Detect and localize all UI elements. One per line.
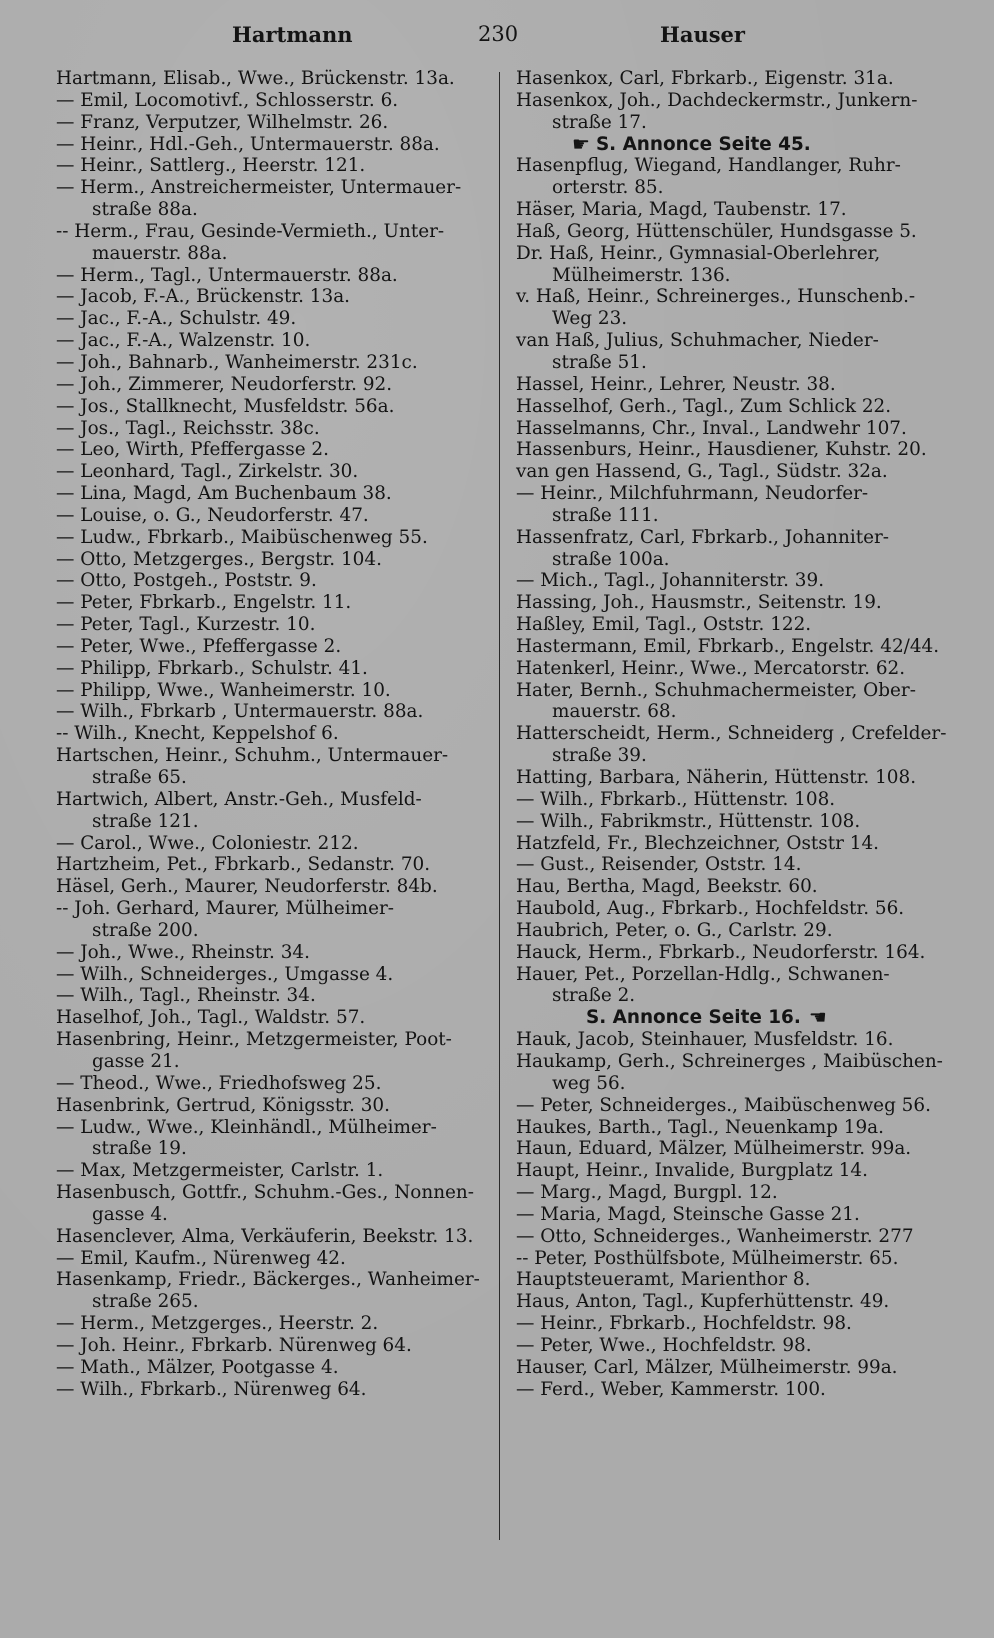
entry-line: Hassel, Heinr., Lehrer, Neustr. 38. (516, 373, 836, 395)
entry-line: — Wilh., Fbrkarb , Untermauerstr. 88a. (56, 701, 424, 723)
entry-line: Haß, Georg, Hüttenschüler, Hundsgasse 5. (516, 220, 917, 242)
directory-entry (56, 1029, 484, 1073)
directory-entry (516, 1226, 948, 1248)
entry-line: van Haß, Julius, Schuhmacher, Nieder- (516, 330, 879, 352)
entry-line: Hasenbusch, Gottfr., Schuhm.-Ges., Nonnen- (56, 1182, 474, 1204)
entry-line: — Carol., Wwe., Coloniestr. 212. (56, 832, 359, 854)
entry-line: Hater, Bernh., Schuhmachermeister, Ober- (516, 679, 916, 701)
directory-entry (56, 592, 484, 614)
directory-entry (56, 134, 484, 156)
entry-line: — Wilh., Tagl., Rheinstr. 34. (56, 985, 316, 1007)
entry-continuation-line: straße 17. (552, 111, 647, 133)
right-column-block-a (516, 68, 948, 134)
entry-line: — Franz, Verputzer, Wilhelmstr. 26. (56, 111, 389, 133)
directory-entry (56, 308, 484, 330)
entry-continuation-line: straße 200. (92, 919, 199, 941)
directory-entry (516, 636, 948, 658)
directory-entry (516, 942, 948, 964)
entry-continuation-line: orterstr. 85. (552, 177, 664, 199)
directory-entry (516, 418, 948, 440)
entry-line: Hatenkerl, Heinr., Wwe., Mercatorstr. 62. (516, 657, 906, 679)
entry-line: — Gust., Reisender, Oststr. 14. (516, 854, 802, 876)
directory-entry (516, 570, 948, 592)
entry-continuation-line: straße 88a. (92, 199, 198, 221)
entry-line: Hasenkox, Joh., Dachdeckermstr., Junkern- (516, 89, 918, 111)
entry-continuation-line: straße 65. (92, 767, 187, 788)
directory-entry (516, 1160, 948, 1182)
entry-line: Haubrich, Peter, o. G., Carlstr. 29. (516, 919, 833, 941)
entry-line: — Joh., Bahnarb., Wanheimerstr. 231c. (56, 351, 418, 373)
entry-line: Hartwich, Albert, Anstr.-Geh., Musfeld- (56, 788, 422, 810)
directory-entry (516, 592, 948, 614)
directory-entry (56, 1269, 484, 1313)
directory-entry (56, 439, 484, 461)
directory-entry (516, 1269, 948, 1291)
directory-entry (56, 898, 484, 942)
directory-entry (56, 68, 484, 90)
directory-entry (56, 636, 484, 658)
entry-line: — Jos., Stallknecht, Musfeldstr. 56a. (56, 395, 395, 417)
entry-line: — Maria, Magd, Steinsche Gasse 21. (516, 1203, 860, 1225)
entry-continuation-line: straße 100a. (552, 548, 670, 570)
directory-entry (56, 1335, 484, 1357)
entry-line: — Heinr., Hdl.-Geh., Untermauerstr. 88a. (56, 133, 440, 155)
entry-line: Hauptsteueramt, Marienthor 8. (516, 1269, 811, 1291)
directory-entry (56, 527, 484, 549)
directory-entry (56, 854, 484, 876)
entry-line: — Wilh., Fabrikmstr., Hüttenstr. 108. (516, 810, 861, 832)
directory-entry (516, 1204, 948, 1226)
entry-line: Hastermann, Emil, Fbrkarb., Engelstr. 42/44. (516, 635, 940, 657)
entry-line: Hatzfeld, Fr., Blechzeichner, Oststr 14. (516, 832, 880, 854)
entry-line: Hartmann, Elisab., Wwe., Brückenstr. 13a. (56, 68, 455, 89)
directory-entry (516, 68, 948, 90)
entry-line: Häsel, Gerh., Maurer, Neudorferstr. 84b. (56, 876, 438, 898)
entry-continuation-line: straße 265. (92, 1291, 199, 1313)
entry-continuation-line: Mülheimerstr. 136. (552, 264, 731, 286)
entry-line: — Joh., Wwe., Rheinstr. 34. (56, 941, 310, 963)
directory-entry (516, 90, 948, 134)
directory-entry (56, 1248, 484, 1270)
entry-line: Hauk, Jacob, Steinhauer, Musfeldstr. 16. (516, 1029, 894, 1051)
entry-line: Hatterscheidt, Herm., Schneiderg , Crefelder- (516, 723, 947, 745)
directory-entry (516, 243, 948, 287)
entry-line: — Peter, Wwe., Pfeffergasse 2. (56, 635, 342, 657)
entry-line: Haßley, Emil, Tagl., Oststr. 122. (516, 614, 812, 636)
entry-continuation-line: straße 19. (92, 1138, 187, 1160)
directory-entry (56, 1357, 484, 1379)
directory-entry (56, 330, 484, 352)
directory-entry (56, 964, 484, 986)
directory-entry (56, 374, 484, 396)
directory-entry (56, 352, 484, 374)
directory-entry (56, 396, 484, 418)
directory-entry (516, 155, 948, 199)
entry-line: — Ludw., Wwe., Kleinhändl., Mülheimer- (56, 1116, 437, 1138)
entry-line: Haubold, Aug., Fbrkarb., Hochfeldstr. 56. (516, 898, 905, 920)
entry-line: — Jac., F.-A., Schulstr. 49. (56, 308, 297, 330)
entry-line: Haukes, Barth., Tagl., Neuenkamp 19a. (516, 1116, 884, 1138)
directory-entry (56, 1379, 484, 1401)
entry-line: Hasenkox, Carl, Fbrkarb., Eigenstr. 31a. (516, 68, 894, 89)
directory-entry (516, 439, 948, 461)
directory-entry (516, 614, 948, 636)
entry-line: Hasenbrink, Gertrud, Königsstr. 30. (56, 1094, 390, 1116)
directory-entry (516, 1029, 948, 1051)
left-column (56, 68, 484, 1400)
directory-entry (516, 811, 948, 833)
entry-line: — Heinr., Sattlerg., Heerstr. 121. (56, 155, 366, 177)
entry-line: — Mich., Tagl., Johanniterstr. 39. (516, 570, 825, 592)
directory-entry (56, 221, 484, 265)
entry-line: — Heinr., Milchfuhrmann, Neudorfer- (516, 483, 869, 505)
directory-entry (516, 330, 948, 374)
entry-continuation-line: mauerstr. 68. (552, 701, 677, 723)
directory-entry (56, 680, 484, 702)
directory-entry (56, 461, 484, 483)
entry-line: Dr. Haß, Heinr., Gymnasial-Oberlehrer, (516, 242, 881, 264)
directory-entry (56, 789, 484, 833)
entry-continuation-line: Weg 23. (552, 308, 628, 330)
entry-line: Hasselhof, Gerh., Tagl., Zum Schlick 22. (516, 395, 892, 417)
entry-continuation-line: straße 51. (552, 351, 647, 373)
directory-entry (516, 221, 948, 243)
directory-entry (516, 286, 948, 330)
directory-entry (516, 483, 948, 527)
entry-line: — Heinr., Fbrkarb., Hochfeldstr. 98. (516, 1313, 852, 1335)
entry-continuation-line: straße 2. (552, 985, 636, 1007)
directory-entry (516, 1117, 948, 1139)
directory-entry (516, 1357, 948, 1379)
entry-line: — Lina, Magd, Am Buchenbaum 38. (56, 483, 392, 505)
entry-line: Hau, Bertha, Magd, Beekstr. 60. (516, 876, 818, 898)
entry-line: — Philipp, Wwe., Wanheimerstr. 10. (56, 679, 391, 701)
directory-entry (56, 155, 484, 177)
directory-entry (56, 985, 484, 1007)
directory-entry (56, 1117, 484, 1161)
directory-entry (56, 614, 484, 636)
directory-entry (56, 286, 484, 308)
entry-line: Hassenfratz, Carl, Fbrkarb., Johanniter- (516, 526, 889, 548)
directory-entry (516, 964, 948, 1008)
annonce-text: S. Annonce Seite 16. (586, 1007, 801, 1029)
directory-entry (56, 265, 484, 287)
entry-continuation-line: straße 111. (552, 504, 659, 526)
entry-line: — Peter, Schneiderges., Maibüschenweg 56. (516, 1094, 931, 1116)
annonce-text: S. Annonce Seite 45. (595, 133, 811, 155)
directory-entry (56, 549, 484, 571)
entry-line: -- Joh. Gerhard, Maurer, Mülheimer- (56, 898, 394, 920)
entry-line: Haus, Anton, Tagl., Kupferhüttenstr. 49. (516, 1291, 890, 1313)
entry-line: Hauck, Herm., Fbrkarb., Neudorferstr. 164. (516, 941, 926, 963)
directory-entry (56, 505, 484, 527)
entry-line: — Leo, Wirth, Pfeffergasse 2. (56, 439, 329, 461)
entry-line: -- Herm., Frau, Gesinde-Vermieth., Unter- (56, 220, 445, 242)
entry-line: — Peter, Wwe., Hochfeldstr. 98. (516, 1334, 812, 1356)
entry-line: — Ludw., Fbrkarb., Maibüschenweg 55. (56, 526, 428, 548)
column-divider (499, 72, 500, 1540)
directory-entry (56, 570, 484, 592)
entry-line: — Marg., Magd, Burgpl. 12. (516, 1182, 778, 1204)
directory-entry (56, 1182, 484, 1226)
entry-line: — Otto, Postgeh., Poststr. 9. (56, 570, 317, 592)
right-column-block-c (516, 1029, 948, 1400)
entry-line: Häser, Maria, Magd, Taubenstr. 17. (516, 199, 847, 221)
directory-entry (56, 177, 484, 221)
directory-entry (516, 833, 948, 855)
directory-entry (516, 789, 948, 811)
entry-line: Hasenkamp, Friedr., Bäckerges., Wanheimer- (56, 1269, 480, 1291)
directory-entry (516, 854, 948, 876)
pointing-hand-left-icon: ☚ (808, 1005, 827, 1030)
entry-line: — Peter, Tagl., Kurzestr. 10. (56, 614, 316, 636)
entry-line: — Jacob, F.-A., Brückenstr. 13a. (56, 286, 351, 308)
entry-line: Hasselmanns, Chr., Inval., Landwehr 107. (516, 417, 907, 439)
entry-line: Hassing, Joh., Hausmstr., Seitenstr. 19. (516, 592, 882, 614)
entry-continuation-line: straße 121. (92, 810, 199, 832)
entry-line: Hasenpflug, Wiegand, Handlanger, Ruhr- (516, 155, 901, 177)
directory-entry (56, 745, 484, 789)
entry-line: Hasenclever, Alma, Verkäuferin, Beekstr. 13. (56, 1225, 474, 1247)
entry-line: Haselhof, Joh., Tagl., Waldstr. 57. (56, 1007, 366, 1029)
entry-line: Hassenburs, Heinr., Hausdiener, Kuhstr. 20. (516, 439, 927, 461)
page-number: 230 (478, 22, 519, 46)
entry-line: Hartzheim, Pet., Fbrkarb., Sedanstr. 70. (56, 854, 431, 876)
directory-entry (516, 527, 948, 571)
pointing-hand-right-icon: ☛ (572, 131, 590, 156)
directory-entry (516, 199, 948, 221)
directory-entry (516, 461, 948, 483)
annonce-notice-16 (516, 1007, 948, 1029)
entry-line: Hartschen, Heinr., Schuhm., Untermauer- (56, 745, 449, 767)
entry-line: — Wilh., Fbrkarb., Nürenweg 64. (56, 1378, 367, 1400)
entry-line: — Wilh., Fbrkarb., Hüttenstr. 108. (516, 788, 836, 810)
entry-line: — Herm., Metzgerges., Heerstr. 2. (56, 1313, 379, 1335)
directory-entry (516, 1182, 948, 1204)
directory-entry (56, 1095, 484, 1117)
entry-line: — Wilh., Schneiderges., Umgasse 4. (56, 963, 394, 985)
entry-line: — Max, Metzgermeister, Carlstr. 1. (56, 1160, 384, 1182)
directory-entry (516, 680, 948, 724)
entry-line: Hatting, Barbara, Näherin, Hüttenstr. 108. (516, 767, 917, 788)
directory-entry (516, 1379, 948, 1401)
entry-line: — Joh. Heinr., Fbrkarb. Nürenweg 64. (56, 1334, 412, 1356)
entry-line: van gen Hassend, G., Tagl., Südstr. 32a. (516, 461, 888, 483)
directory-entry (516, 1291, 948, 1313)
directory-entry (516, 1335, 948, 1357)
directory-entry (56, 90, 484, 112)
page-header (0, 18, 994, 58)
directory-entry (56, 112, 484, 134)
entry-line: — Otto, Metzgerges., Bergstr. 104. (56, 548, 382, 570)
annonce-notice-45 (516, 131, 948, 156)
entry-line: — Jac., F.-A., Walzenstr. 10. (56, 330, 311, 352)
entry-continuation-line: straße 39. (552, 745, 647, 767)
directory-entry (56, 942, 484, 964)
entry-line: Haupt, Heinr., Invalide, Burgplatz 14. (516, 1160, 868, 1182)
entry-continuation-line: mauerstr. 88a. (92, 242, 228, 264)
entry-line: — Math., Mälzer, Pootgasse 4. (56, 1356, 339, 1378)
directory-entry (56, 1160, 484, 1182)
directory-entry (56, 701, 484, 723)
entry-line: Haun, Eduard, Mälzer, Mülheimerstr. 99a. (516, 1138, 912, 1160)
entry-continuation-line: weg 56. (552, 1072, 626, 1094)
entry-line: — Louise, o. G., Neudorferstr. 47. (56, 504, 369, 526)
directory-entry (516, 1095, 948, 1117)
directory-entry (516, 723, 948, 767)
header-right-keyword: Hauser (660, 22, 745, 47)
directory-entry (516, 374, 948, 396)
directory-entry (516, 1138, 948, 1160)
entry-line: — Theod., Wwe., Friedhofsweg 25. (56, 1072, 382, 1094)
entry-line: -- Peter, Posthülfsbote, Mülheimerstr. 65. (516, 1247, 899, 1269)
directory-entry (56, 833, 484, 855)
directory-entry (56, 876, 484, 898)
entry-line: — Otto, Schneiderges., Wanheimerstr. 277 (516, 1225, 914, 1247)
right-column (516, 68, 948, 1400)
entry-continuation-line: gasse 21. (92, 1050, 180, 1072)
entry-line: — Peter, Fbrkarb., Engelstr. 11. (56, 592, 352, 614)
directory-entry (516, 1313, 948, 1335)
directory-entry (516, 1051, 948, 1095)
entry-line: Hasenbring, Heinr., Metzgermeister, Poot- (56, 1029, 452, 1051)
directory-entry (56, 418, 484, 440)
directory-entry (516, 920, 948, 942)
directory-entry (516, 658, 948, 680)
entry-line: — Leonhard, Tagl., Zirkelstr. 30. (56, 461, 359, 483)
entry-line: -- Wilh., Knecht, Keppelshof 6. (56, 723, 339, 745)
entry-line: Haukamp, Gerh., Schreinerges , Maibüschen- (516, 1050, 943, 1072)
entry-line: — Jos., Tagl., Reichsstr. 38c. (56, 417, 320, 439)
entry-line: — Philipp, Fbrkarb., Schulstr. 41. (56, 657, 368, 679)
entry-line: Hauer, Pet., Porzellan-Hdlg., Schwanen- (516, 963, 890, 985)
directory-entry (516, 876, 948, 898)
right-column-block-b (516, 155, 948, 1007)
header-left-keyword: Hartmann (232, 22, 353, 47)
directory-entry (56, 1007, 484, 1029)
directory-entry (516, 1248, 948, 1270)
entry-line: v. Haß, Heinr., Schreinerges., Hunschenb.- (516, 286, 916, 308)
entry-line: Hauser, Carl, Mälzer, Mülheimerstr. 99a. (516, 1356, 898, 1378)
entry-line: — Joh., Zimmerer, Neudorferstr. 92. (56, 373, 393, 395)
directory-entry (516, 396, 948, 418)
entry-line: — Herm., Tagl., Untermauerstr. 88a. (56, 264, 398, 286)
directory-entry (56, 1073, 484, 1095)
directory-entry (516, 767, 948, 789)
directory-entry (56, 1313, 484, 1335)
directory-entry (56, 483, 484, 505)
directory-entry (516, 898, 948, 920)
entry-line: — Herm., Anstreichermeister, Untermauer- (56, 177, 462, 199)
directory-entry (56, 1226, 484, 1248)
entry-line: — Emil, Kaufm., Nürenweg 42. (56, 1247, 346, 1269)
entry-line: — Ferd., Weber, Kammerstr. 100. (516, 1378, 826, 1400)
directory-entry (56, 658, 484, 680)
entry-continuation-line: gasse 4. (92, 1203, 168, 1225)
directory-entry (56, 723, 484, 745)
entry-line: — Emil, Locomotivf., Schlosserstr. 6. (56, 89, 399, 111)
